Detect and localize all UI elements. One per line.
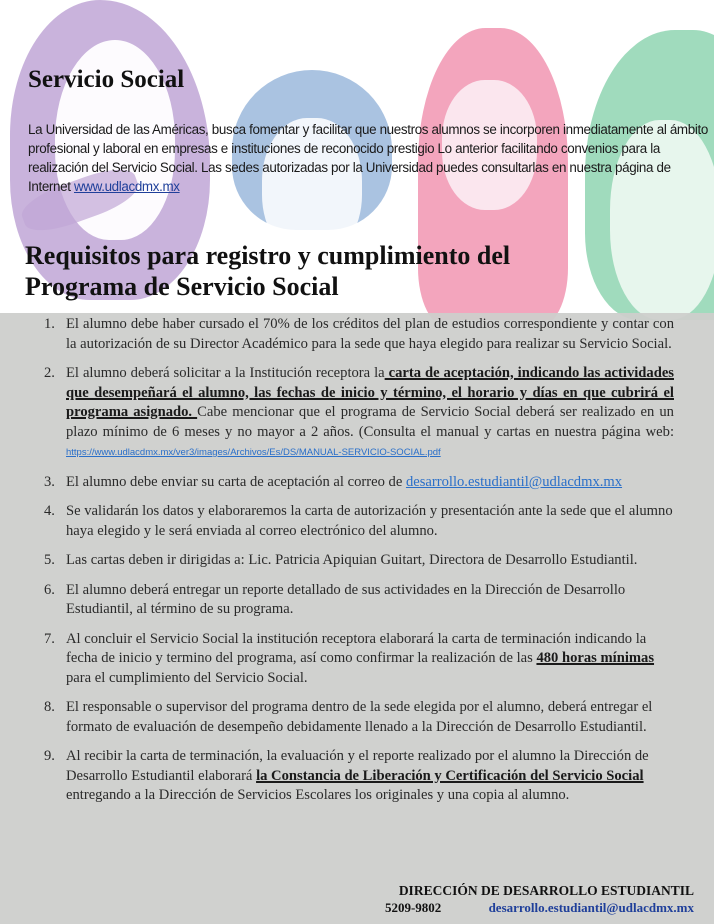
footer-email-link[interactable]: desarrollo.estudiantil@udlacdmx.mx — [488, 900, 694, 915]
list-item — [0, 551, 714, 571]
item-number: 9. — [44, 748, 55, 764]
intro-paragraph — [28, 120, 708, 196]
item-number: 6. — [44, 581, 55, 598]
item-emphasis: carta de aceptación, indicando las actividades que desempeñará el alumno, las fechas de inicio y término, el horario y días en que cubrirá el programa asignado. — [66, 365, 674, 420]
item-text: El alumno debe enviar su carta de aceptación al correo de — [66, 473, 406, 490]
item-text-after: entregando a la Dirección de Servicios Escolares los originales y una copia al alumno. — [66, 787, 570, 803]
item-emphasis: la Constancia de Liberación y Certificación del Servicio Social — [256, 767, 644, 784]
item-text: El alumno deberá entregar un reporte detallado de sus actividades en la Dirección de Desarrollo Estudiantil, al término de su programa. — [66, 581, 626, 617]
item-number: 2. — [44, 365, 55, 381]
email-link[interactable]: desarrollo.estudiantil@udlacdmx.mx — [405, 473, 623, 490]
heading-line-2: Programa de Servicio Social — [25, 272, 339, 301]
website-link[interactable]: www.udlacdmx.mx — [73, 179, 180, 194]
item-number: 1. — [44, 316, 55, 332]
heading-line-1: Requisitos para registro y cumplimiento del — [25, 241, 511, 270]
item-text-after: para el cumplimiento del Servicio Social. — [66, 669, 308, 686]
footer-contact — [385, 882, 694, 916]
intro-text: La Universidad de las Américas, busca fomentar y facilitar que nuestros alumnos se incorporen inmediatamente al ámbito profesional y laboral en empresas e instituciones de reconocido prestigio Lo anterior facilitando convenios para la realización del Servicio Social. Las sedes autorizadas por la Universidad puedes consultarlas en nuestra página de Internet — [28, 122, 708, 194]
list-item — [0, 364, 714, 463]
item-text: Las cartas deben ir dirigidas a: Lic. Patricia Apiquian Guitart, Directora de Desarrollo Estudiantil. — [66, 552, 638, 568]
list-item — [0, 581, 714, 620]
manual-pdf-link[interactable]: https://www.udlacdmx.mx/ver3/images/Archivos/Es/DS/MANUAL-SERVICIO-SOCIAL.pdf — [66, 447, 441, 458]
department-name: DIRECCIÓN DE DESARROLLO ESTUDIANTIL — [398, 883, 694, 898]
page-title: Servicio Social — [28, 66, 185, 93]
item-number: 4. — [44, 503, 55, 519]
phone-number: 5209-9802 — [384, 900, 442, 915]
item-text: Al concluir el Servicio Social la institución receptora elaborará la carta de terminación indicando la fecha de inicio y termino del programa, así como confirmar la realización de las — [66, 630, 647, 666]
list-item — [0, 630, 714, 689]
item-text: Al recibir la carta de terminación, la evaluación y el reporte realizado por el alumno la Dirección de Desarrollo Estudiantil elaborará — [66, 748, 649, 784]
list-item — [0, 315, 714, 354]
requirements-heading — [25, 240, 705, 302]
item-number: 3. — [44, 473, 55, 490]
item-text-after: Cabe mencionar que el programa de Servicio Social deberá ser realizado en un plazo mínimo de 6 meses y no mayor a 2 años. (Consulta el manual y cartas en nuestra página web: — [66, 404, 674, 440]
item-text: Se validarán los datos y elaboraremos la carta de autorización y presentación ante la sede que el alumno haya elegido y le será enviada al correo electrónico del alumno. — [66, 503, 673, 539]
item-text: El alumno debe haber cursado el 70% de los créditos del plan de estudios correspondiente y contar con la autorización de su Director Académico para la sede que haya elegido para realizar su Servicio Social. — [66, 316, 674, 352]
item-number: 7. — [44, 630, 55, 647]
contact-line — [385, 899, 694, 916]
item-emphasis: 480 horas mínimas — [536, 650, 655, 666]
item-number: 8. — [44, 699, 55, 715]
item-text: El responsable o supervisor del programa dentro de la sede elegida por el alumno, deberá entregar el formato de evaluación de desempeño debidamente llenado a la Dirección de Desarrollo Estudiantil. — [66, 699, 653, 735]
item-text: El alumno deberá solicitar a la Institución receptora la — [66, 365, 385, 381]
list-item — [0, 747, 714, 806]
list-item — [0, 698, 714, 737]
list-item — [0, 502, 714, 541]
item-number: 5. — [44, 552, 55, 568]
list-item — [0, 473, 714, 493]
requirements-list — [0, 315, 714, 816]
